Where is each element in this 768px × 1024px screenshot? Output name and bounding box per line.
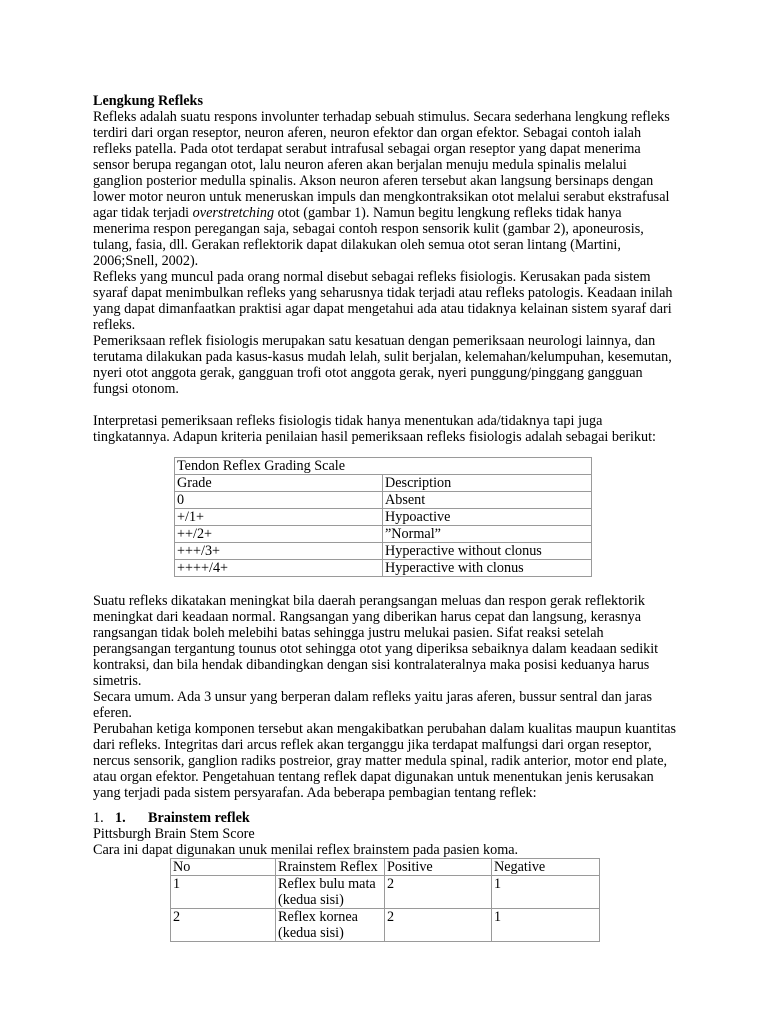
negative-cell: 1 — [492, 876, 600, 909]
reflex-grading-table — [174, 457, 592, 577]
brainstem-score-table — [170, 858, 600, 942]
table-row — [175, 492, 592, 509]
header-description: Description — [383, 475, 592, 492]
negative-cell: 1 — [492, 909, 600, 942]
reflex-cell: Reflex kornea (kedua sisi) — [276, 909, 385, 942]
list-item-brainstem — [93, 810, 679, 826]
table-row — [171, 876, 600, 909]
description-cell: Absent — [383, 492, 592, 509]
table-header-row — [171, 859, 600, 876]
table-row — [171, 909, 600, 942]
table-title-row — [175, 458, 592, 475]
header-negative: Negative — [492, 859, 600, 876]
table-row — [175, 543, 592, 560]
paragraph-6: Secara umum. Ada 3 unsur yang berperan dalam refleks yaitu jaras aferen, bussur sentral dan jaras eferen. — [93, 689, 653, 721]
section-heading: Lengkung Refleks — [93, 93, 203, 109]
table-row — [175, 526, 592, 543]
grade-cell: +/1+ — [175, 509, 383, 526]
positive-cell: 2 — [385, 909, 492, 942]
paragraph-8: Pittsburgh Brain Stem Score — [93, 826, 255, 842]
description-cell: Hyperactive without clonus — [383, 543, 592, 560]
list-number-outer: 1. — [93, 810, 104, 826]
table-header-row — [175, 475, 592, 492]
paragraph-1-emphasis: overstretching — [192, 205, 275, 221]
grade-cell: +++/3+ — [175, 543, 383, 560]
header-no: No — [171, 859, 276, 876]
description-cell: Hyperactive with clonus — [383, 560, 592, 577]
paragraph-1-part-b: otot (gambar 1). Namun begitu lengkung refleks tidak hanya menerima respon peregangan saja, sebagai contoh respon sensorik kulit (gambar 2), aponeurosis, tulang, fasia, dll. Gerakan reflektorik dapat dilakukan oleh semua otot seran lintang (Martini, 2006;Snell, 2002). — [93, 205, 644, 269]
paragraph-7: Perubahan ketiga komponen tersebut akan mengakibatkan perubahan dalam kualitas maupun kuantitas dari refleks. Integritas dari arcus reflek akan terganggu jika terdapat malfungsi dari organ reseptor, nercus sensorik, ganglion radiks postreior, gray matter medula spinal, radik anterior, motor end plate, atau organ efektor. Pengetahuan tentang reflek dapat digunakan untuk menentukan jenis kerusakan yang terjadi pada sistem persyarafan. Ada beberapa pembagian tentang reflek: — [93, 721, 677, 801]
document-body — [93, 93, 679, 942]
positive-cell: 2 — [385, 876, 492, 909]
header-grade: Grade — [175, 475, 383, 492]
paragraph-5: Suatu refleks dikatakan meningkat bila daerah perangsangan meluas dan respon gerak reflektorik meningkat dari keadaan normal. Rangsangan yang diberikan harus cepat dan langsung, kerasnya rangsangan tidak boleh melebihi batas sehingga justru melukai pasien. Sifat reaksi setelah perangsangan tergantung tounus otot sehingga otot yang diperiksa sebaiknya dalam keadaan sedikit kontraksi, dan bila hendak dibandingkan dengan sisi kontralateralnya maka posisi keduanya harus simetris. — [93, 593, 659, 689]
paragraph-1-part-a: Refleks adalah suatu respons involunter terhadap sebuah stimulus. Secara sederhana lengkung refleks terdiri dari organ reseptor, neuron aferen, neuron efektor dan organ efektor. Sebagai contoh ialah refleks patella. Pada otot terdapat serabut intrafusal sebagai organ reseptor yang dapat menerima sensor berupa regangan otot, lalu neuron aferen akan berjalan menuju medula spinalis melalui ganglion posterior medulla spinalis. Akson neuron aferen tersebut akan langsung bersinaps dengan lower motor neuron untuk meneruskan impuls dan mengkontraksikan otot melalui serabut ekstrafusal agar tidak terjadi — [93, 109, 670, 221]
paragraph-1 — [93, 109, 679, 269]
paragraph-9: Cara ini dapat digunakan unuk menilai reflex brainstem pada pasien koma. — [93, 842, 519, 858]
header-positive: Positive — [385, 859, 492, 876]
paragraph-3: Pemeriksaan reflek fisiologis merupakan satu kesatuan dengan pemeriksaan neurologi lainnya, dan terutama dilakukan pada kasus-kasus mudah lelah, sulit berjalan, kelemahan/kelumpuhan, kesemutan, nyeri otot anggota gerak, gangguan trofi otot anggota gerak, nyeri punggung/pinggang gangguan fungsi otonom. — [93, 333, 672, 397]
paragraph-2: Refleks yang muncul pada orang normal disebut sebagai refleks fisiologis. Kerusakan pada sistem syaraf dapat menimbulkan refleks yang seharusnya tidak terjadi atau refleks patologis. Keadaan inilah yang dapat dimanfaatkan praktisi agar dapat mengetahui ada atau tidaknya kelainan sistem syaraf dari refleks. — [93, 269, 673, 333]
table-row — [175, 509, 592, 526]
grade-cell: ++++/4+ — [175, 560, 383, 577]
list-item-title: Brainstem reflek — [148, 810, 250, 826]
spacer — [93, 397, 679, 413]
reflex-cell: Reflex bulu mata (kedua sisi) — [276, 876, 385, 909]
description-cell: Hypoactive — [383, 509, 592, 526]
no-cell: 2 — [171, 909, 276, 942]
table-row — [175, 560, 592, 577]
no-cell: 1 — [171, 876, 276, 909]
grade-cell: ++/2+ — [175, 526, 383, 543]
header-reflex: Rrainstem Reflex — [276, 859, 385, 876]
grade-cell: 0 — [175, 492, 383, 509]
paragraph-4: Interpretasi pemeriksaan refleks fisiologis tidak hanya menentukan ada/tidaknya tapi juga tingkatannya. Adapun kriteria penilaian hasil pemeriksaan refleks fisiologis adalah sebagai berikut: — [93, 413, 656, 445]
description-cell: ”Normal” — [383, 526, 592, 543]
list-number-inner: 1. — [115, 810, 126, 826]
table-title: Tendon Reflex Grading Scale — [175, 458, 592, 475]
